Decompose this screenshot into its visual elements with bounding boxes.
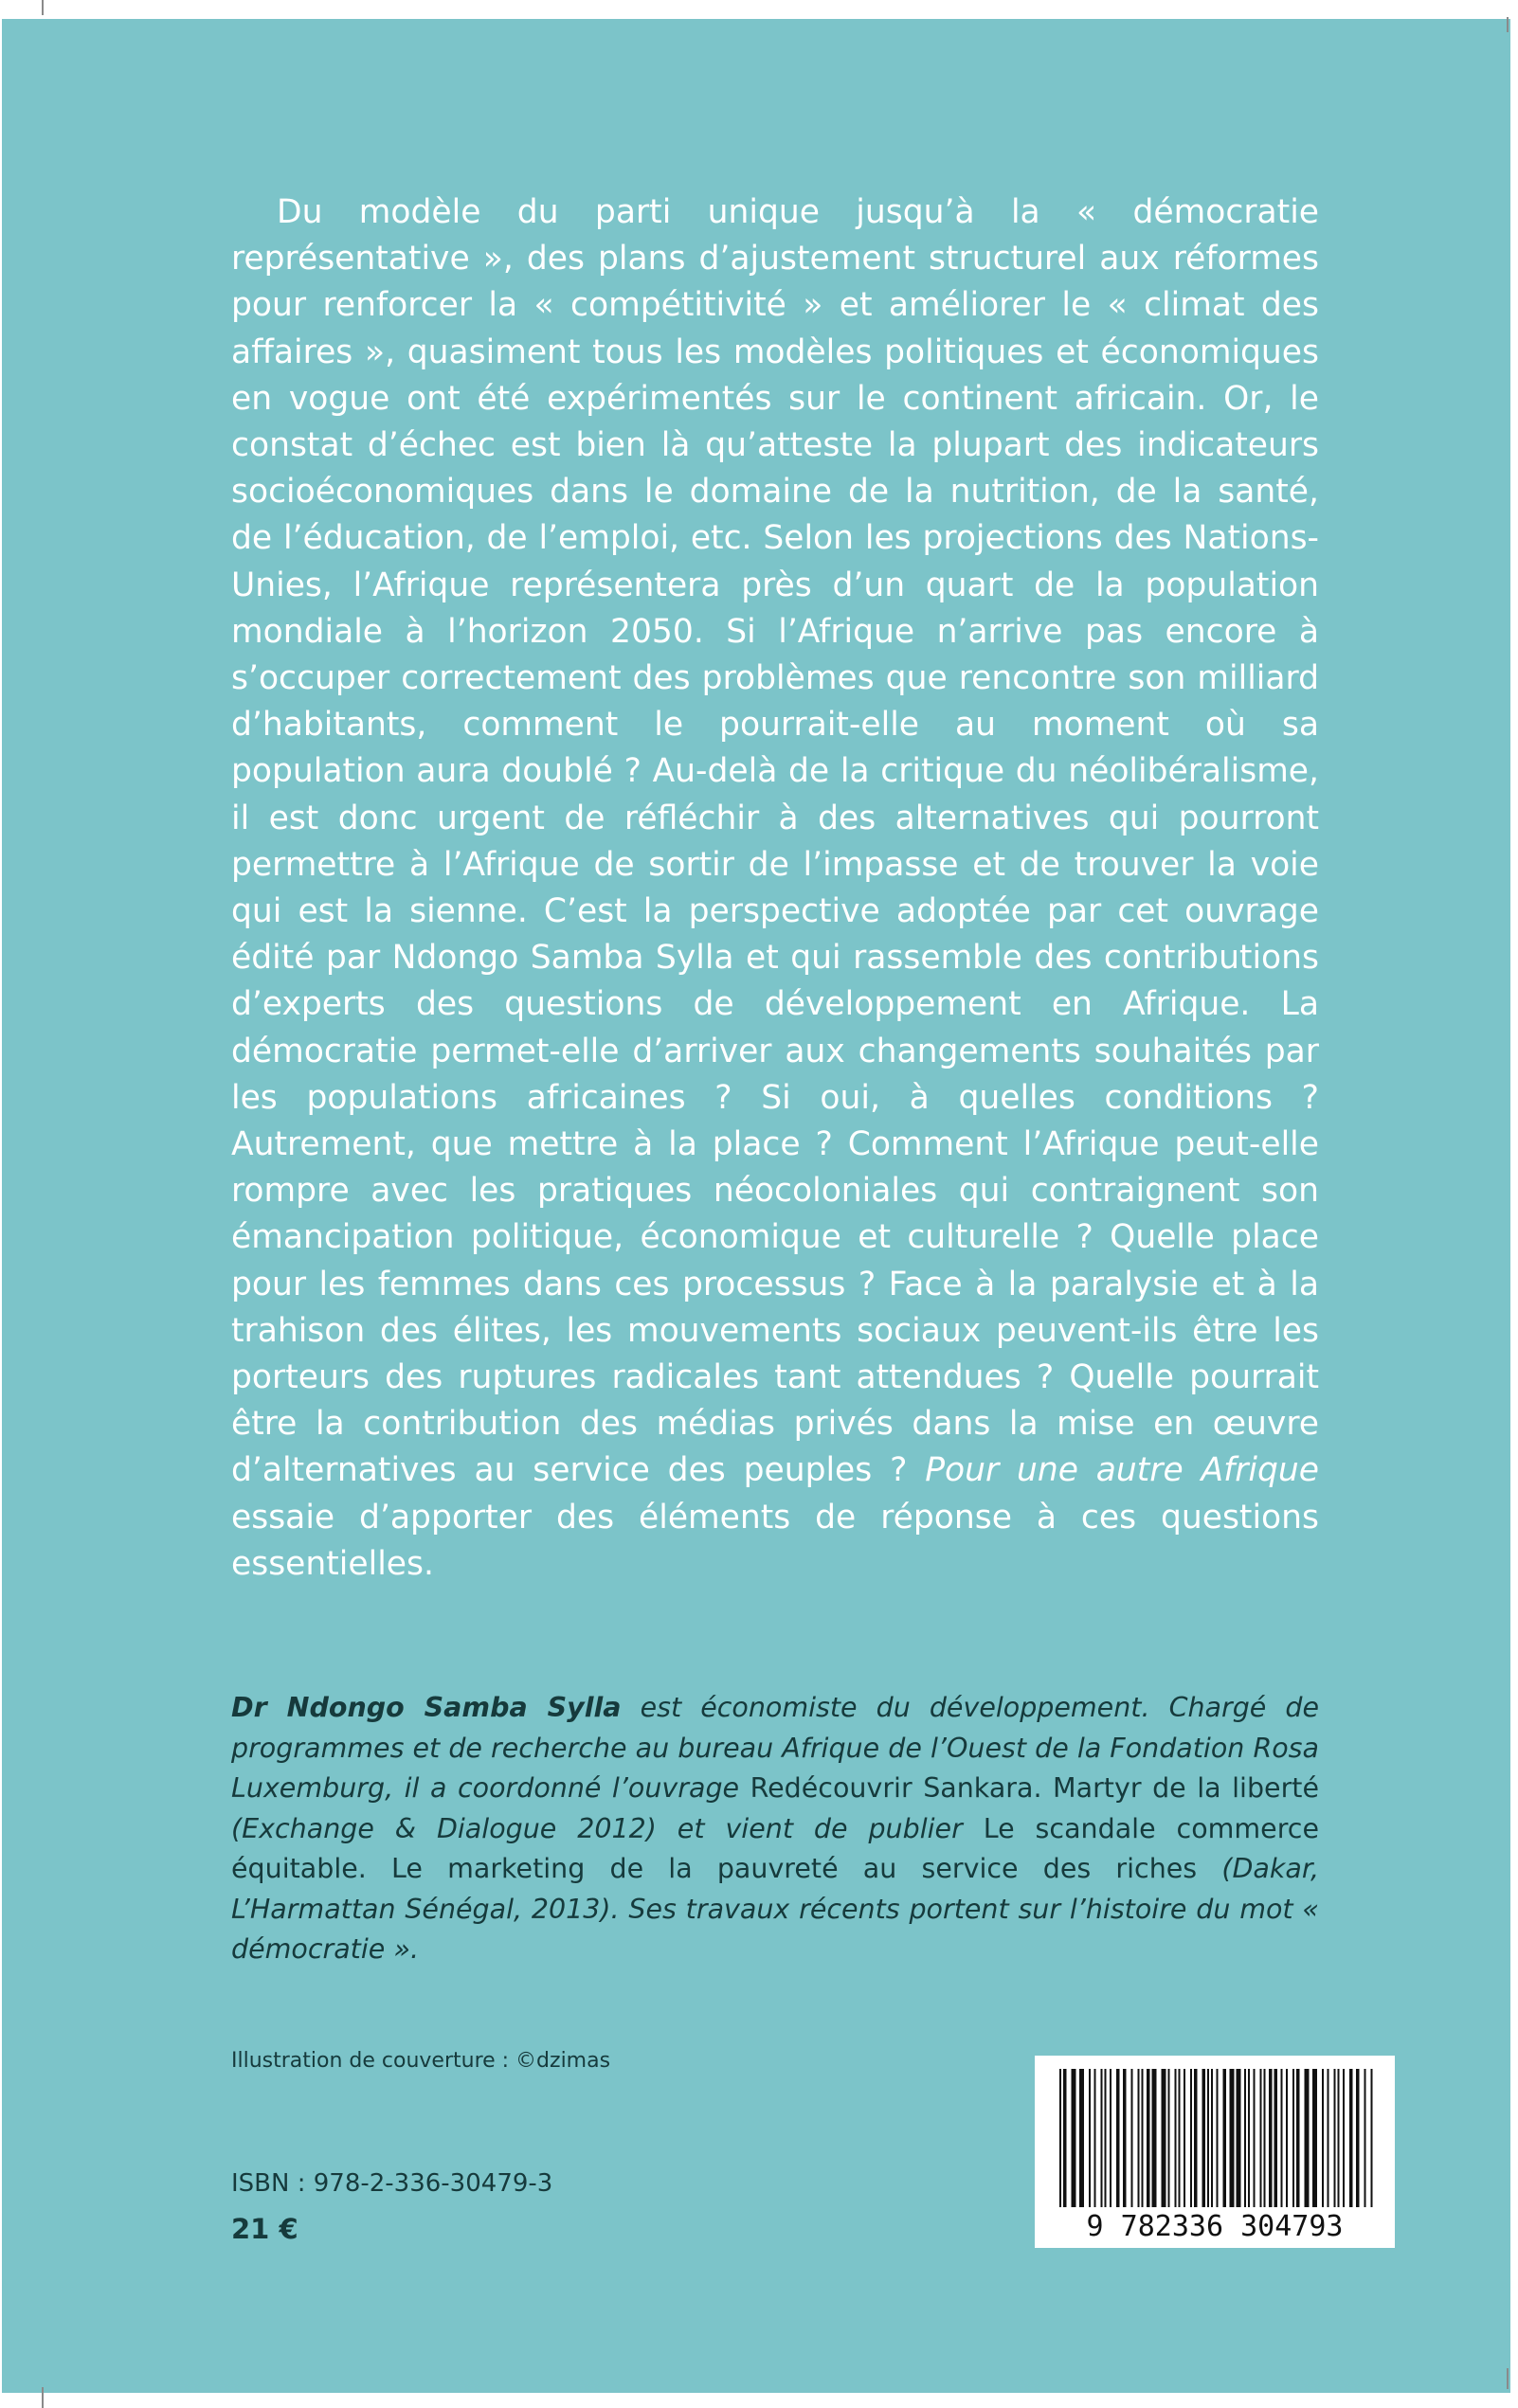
- barcode-bar: [1105, 2069, 1107, 2207]
- barcode-bar: [1194, 2069, 1198, 2207]
- barcode-bar: [1292, 2069, 1294, 2207]
- barcode-bar: [1152, 2069, 1157, 2207]
- barcode-bar: [1138, 2069, 1140, 2207]
- barcode-bar: [1343, 2069, 1345, 2207]
- barcode-bar: [1184, 2069, 1185, 2207]
- barcode-bar: [1281, 2069, 1283, 2207]
- barcode-bar: [1364, 2069, 1366, 2207]
- isbn: ISBN : 978-2-336-30479-3: [231, 2169, 553, 2198]
- summary-text-1: Du modèle du parti unique jusqu’à la « démocratie représentative », des plans d’ajustement structurel aux réformes pour renforcer la « compétitivité » et améliorer le « climat des affaires », quasiment tous les modèles politiques et économiques en vogue ont été expérimentés sur le continent africain. Or, le constat d’échec est bien là qu’atteste la plupart des indicateurs socioéconomiques dans le domaine de la nutrition, de la santé, de l’éducation, de l’emploi, etc. Selon les projections des Nations-Unies, l’Afrique représentera près d’un quart de la population mondiale à l’horizon 2050. Si l’Afrique n’arrive pas encore à s’occuper correctement des problèmes que rencontre son milliard d’habitants, comment le pourrait-elle au moment où sa population aura doublé ? Au-delà de la critique du néolibéralisme, il est donc urgent de réfléchir à des alternatives qui pourront permettre à l’Afrique de sortir de l’impasse et de trouver la voie qui est la sienne. C’est la perspective adoptée par cet ouvrage édité par Ndongo Samba Sylla et qui rassemble des contributions d’experts des questions de développement en Afrique. La démocratie permet-elle d’arriver aux changements souhaités par les populations africaines ? Si oui, à quelles conditions ? Autrement, que mettre à la place ? Comment l’Afrique peut-elle rompre avec les pratiques néocoloniales qui contraignent son émancipation politique, économique et culturelle ? Quelle place pour les femmes dans ces processus ? Face à la paralysie et à la trahison des élites, les mouvements sociaux peuvent-ils être les porteurs des ruptures radicales tant attendues ? Quelle pourrait être la contribution des médias privés dans la mise en œuvre d’alternatives au service des peuples ?: [231, 193, 1319, 1490]
- barcode-digits: 9 782336 304793: [1086, 2210, 1344, 2243]
- barcode-graphic: [1035, 2056, 1395, 2248]
- barcode-bar: [1334, 2069, 1336, 2207]
- author-book-title-1: Redécouvrir Sankara. Martyr de la liberté: [750, 1772, 1320, 1804]
- barcode-bar: [1264, 2069, 1266, 2207]
- author-bio: [231, 1688, 1319, 1970]
- barcode-bar: [1296, 2069, 1300, 2207]
- price: 21 €: [231, 2213, 298, 2245]
- barcode-bar: [1349, 2069, 1353, 2207]
- author-bio-text-1: est économiste du développement. Chargé de programmes et de recherche au bureau Afrique de l’Ouest de la Fondation Rosa Luxemburg, il a coordonné l’ouvrage: [231, 1692, 1320, 1804]
- barcode-bar: [1312, 2069, 1317, 2207]
- barcode-bar: [1079, 2069, 1084, 2207]
- barcode-bar: [1274, 2069, 1278, 2207]
- barcode-bar: [1260, 2069, 1262, 2207]
- barcode-bar: [1123, 2069, 1127, 2207]
- summary-text-2: essaie d’apporter des éléments de réponse à ces questions essentielles.: [231, 1498, 1319, 1583]
- barcode-bar: [1063, 2069, 1067, 2207]
- barcode-bar: [1072, 2069, 1076, 2207]
- summary-book-title: Pour une autre Afrique: [925, 1451, 1319, 1490]
- barcode-bar: [1179, 2069, 1181, 2207]
- author-name: Dr Ndongo Samba Sylla: [231, 1692, 622, 1723]
- author-bio-text-3: (Dakar, L’Harmattan Sénégal, 2013). Ses travaux récents portent sur l’histoire du mot « démocratie ».: [231, 1853, 1319, 1965]
- barcode-bar: [1217, 2069, 1219, 2207]
- barcode-bar: [1147, 2069, 1150, 2207]
- barcode-bar: [1223, 2069, 1227, 2207]
- author-book-title-2: Le scandale commerce équitable. Le marketing de la pauvreté au service des riches: [231, 1812, 1319, 1884]
- barcode-bar: [1207, 2069, 1209, 2207]
- barcode-bar: [1371, 2069, 1373, 2207]
- crop-mark-bottom-left: [42, 2387, 44, 2408]
- crop-mark-top-left: [42, 0, 44, 15]
- barcode-bar: [1286, 2069, 1288, 2207]
- barcode-bar: [1142, 2069, 1144, 2207]
- barcode-bar: [1254, 2069, 1256, 2207]
- barcode-bar: [1244, 2069, 1246, 2207]
- barcode-bar: [1110, 2069, 1111, 2207]
- summary-paragraph: [231, 189, 1319, 1588]
- barcode-bar: [1094, 2069, 1096, 2207]
- barcode-bar: [1168, 2069, 1170, 2207]
- barcode-bar: [1230, 2069, 1235, 2207]
- barcode-bar: [1248, 2069, 1250, 2207]
- barcode-bar: [1131, 2069, 1133, 2207]
- barcode-bar: [1162, 2069, 1166, 2207]
- barcode: [1035, 2056, 1395, 2248]
- barcode-bars: [1059, 2069, 1373, 2207]
- barcode-bar: [1328, 2069, 1329, 2207]
- barcode-bar: [1305, 2069, 1310, 2207]
- barcode-bar: [1059, 2069, 1061, 2207]
- barcode-bar: [1116, 2069, 1120, 2207]
- cover-illustration-credit: Illustration de couverture : ©dzimas: [231, 2049, 611, 2073]
- barcode-bar: [1237, 2069, 1241, 2207]
- barcode-bar: [1089, 2069, 1091, 2207]
- barcode-bar: [1190, 2069, 1192, 2207]
- author-bio-text-2: (Exchange & Dialogue 2012) et vient de publier: [231, 1812, 984, 1844]
- crop-mark-top-right: [1507, 17, 1509, 32]
- barcode-bar: [1269, 2069, 1273, 2207]
- crop-mark-bottom-right: [1507, 2368, 1509, 2389]
- barcode-bar: [1202, 2069, 1206, 2207]
- barcode-bar: [1356, 2069, 1360, 2207]
- barcode-bar: [1322, 2069, 1324, 2207]
- barcode-bar: [1175, 2069, 1177, 2207]
- barcode-bar: [1211, 2069, 1213, 2207]
- barcode-bar: [1101, 2069, 1103, 2207]
- barcode-bar: [1338, 2069, 1340, 2207]
